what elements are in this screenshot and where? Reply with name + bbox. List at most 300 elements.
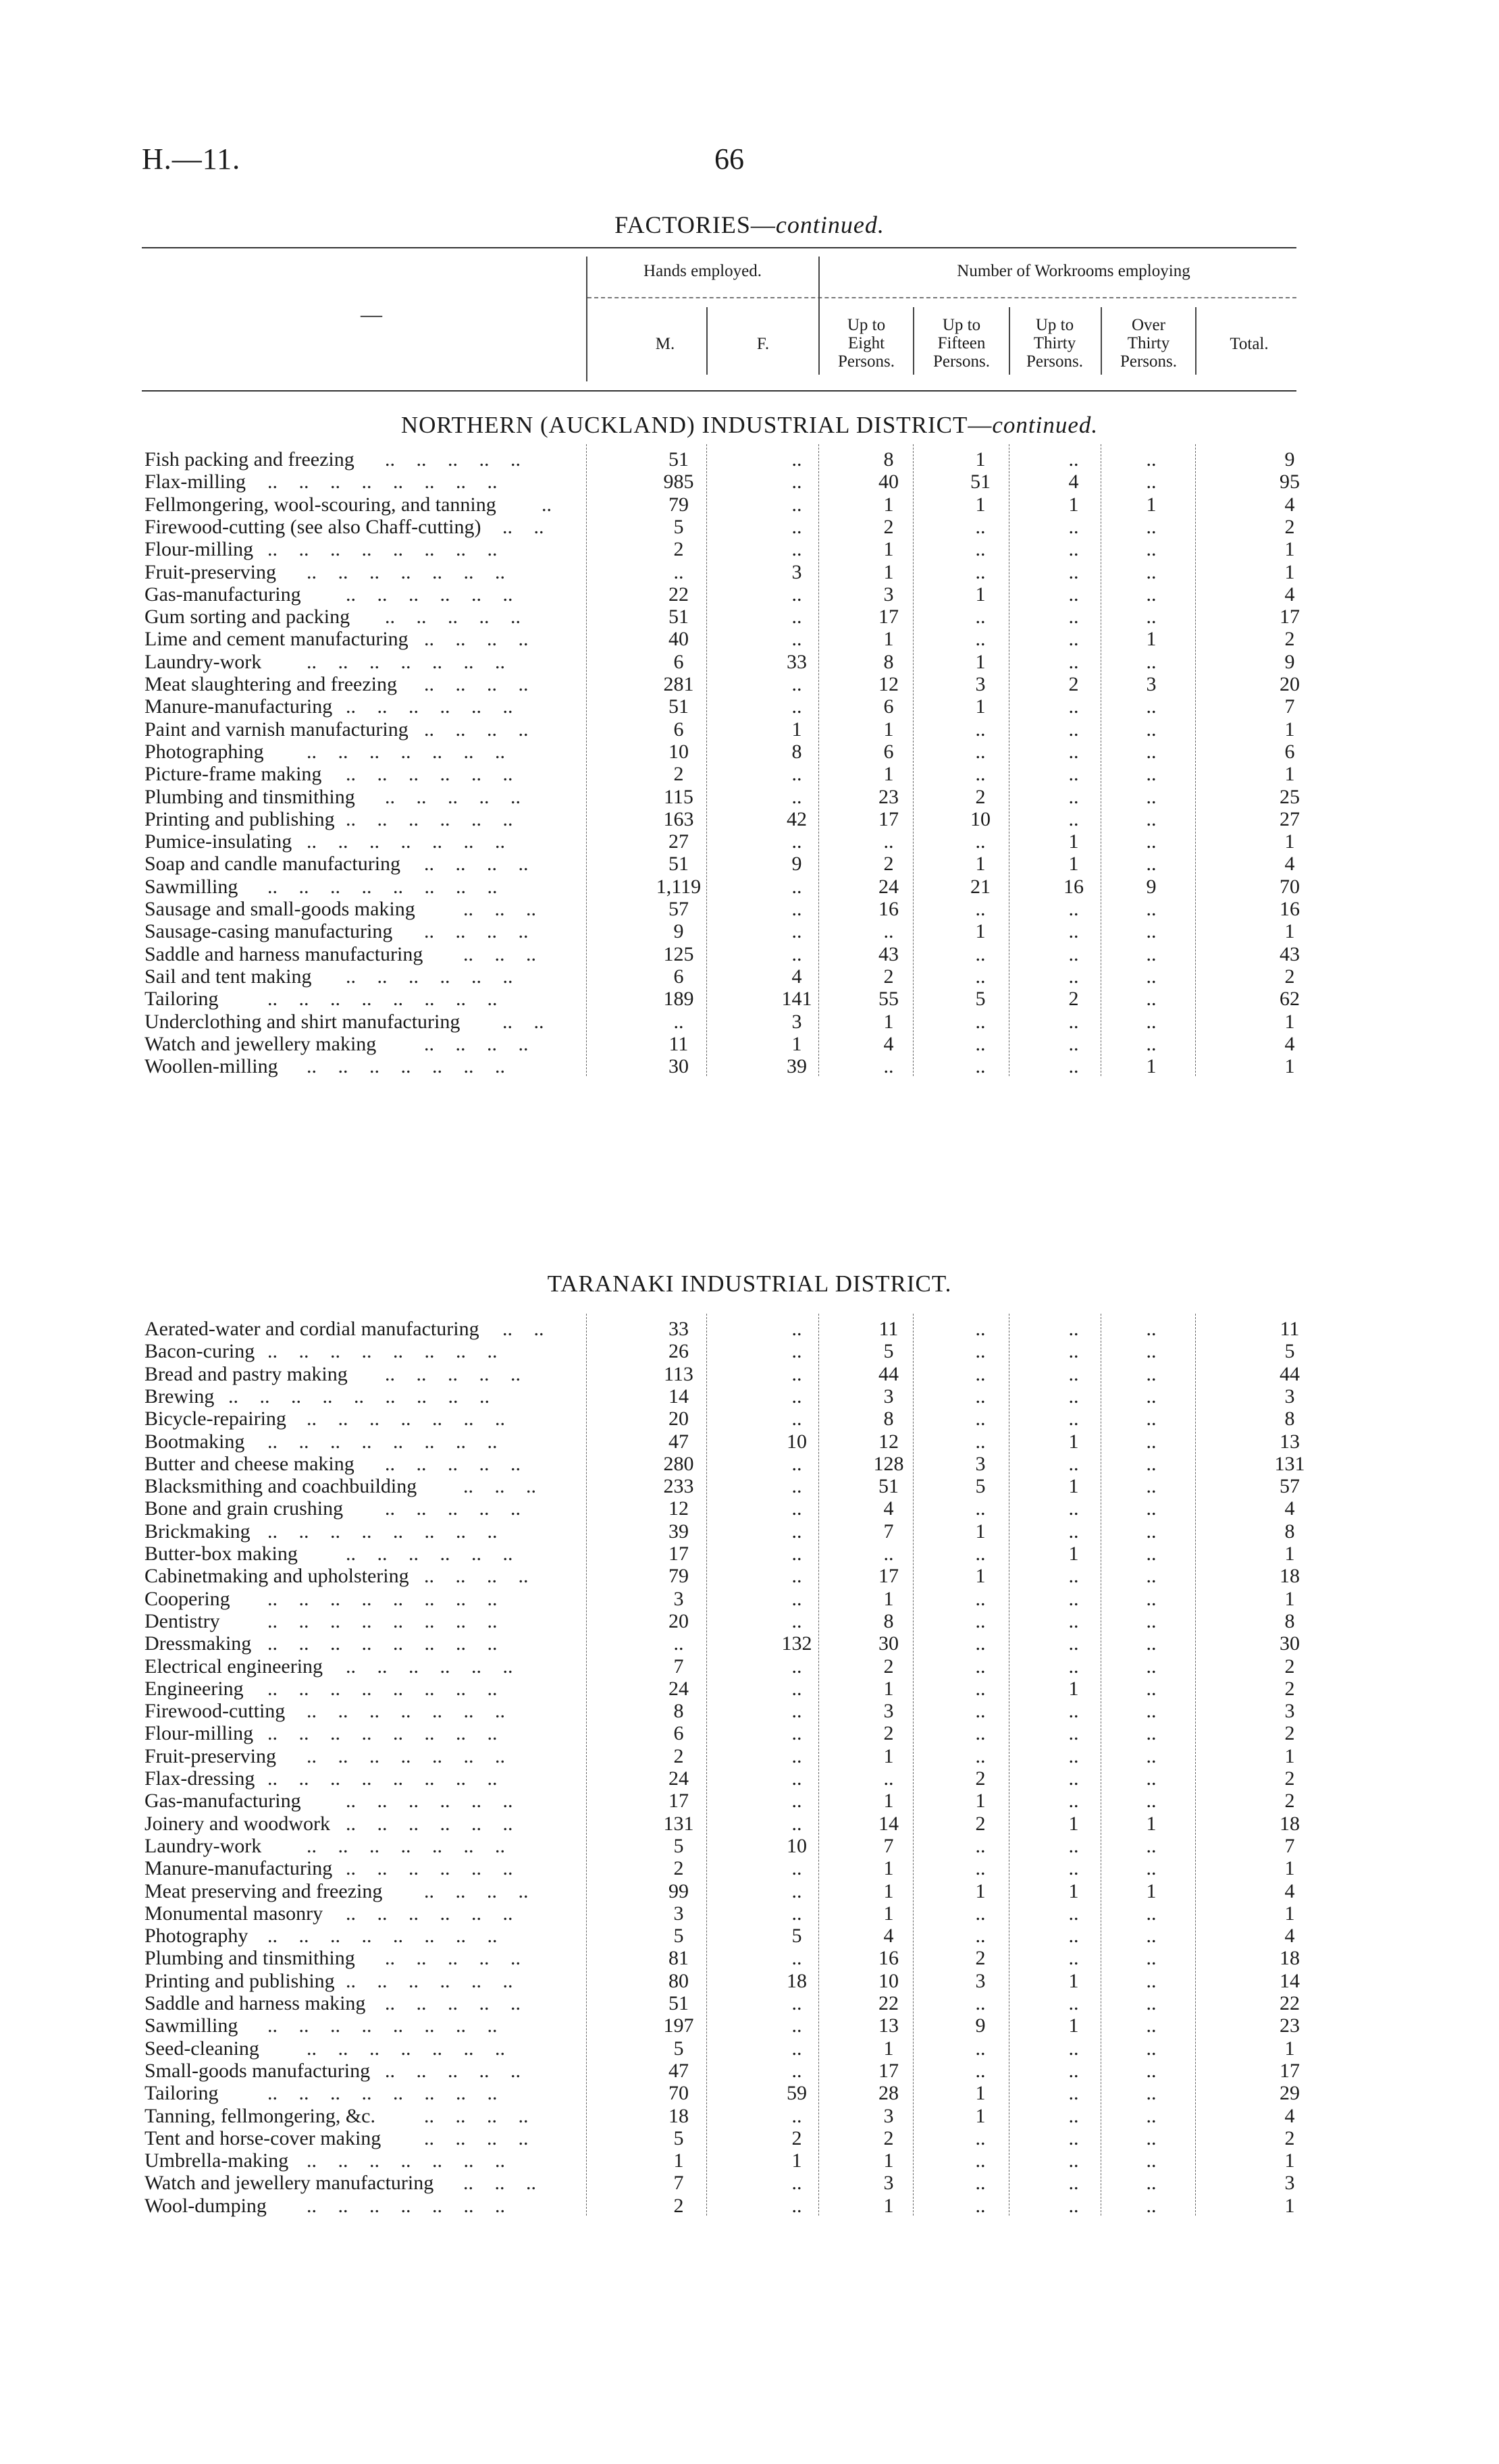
- cell-c8: 2: [883, 1655, 894, 1678]
- industry-name: Butter and cheese making: [144, 1452, 354, 1475]
- industry-name: Watch and jewellery manufacturing: [144, 2172, 434, 2195]
- cell-m: 7: [673, 1655, 684, 1678]
- header-divider: [1101, 307, 1102, 375]
- industry-name: Printing and publishing: [144, 807, 335, 830]
- industry-name: Laundry-work: [144, 1834, 262, 1857]
- industry-name: Sail and tent making: [144, 965, 312, 988]
- cell-c8: 12: [878, 673, 899, 695]
- cell-c15: ..: [975, 1632, 986, 1655]
- cell-f: ..: [791, 1452, 802, 1475]
- dot-leader: ..: [542, 493, 552, 516]
- industry-name: Picture-frame making: [144, 763, 322, 786]
- cell-over: ..: [1146, 763, 1157, 786]
- industry-name: Meat slaughtering and freezing: [144, 673, 398, 695]
- dot-leader: .. .. .. .. .. ..: [346, 1902, 513, 1925]
- table-row: [0, 493, 1499, 516]
- cell-c30: ..: [1068, 2126, 1079, 2149]
- cell-c8: 1: [883, 1790, 894, 1813]
- cell-c30: ..: [1068, 583, 1079, 606]
- header-divider: [706, 307, 708, 375]
- industry-name: Sawmilling: [144, 2014, 238, 2037]
- industry-name: Cabinetmaking and upholstering: [144, 1565, 409, 1588]
- cell-c8: 51: [878, 1475, 899, 1498]
- cell-f: ..: [791, 1812, 802, 1835]
- cell-total: 1: [1284, 718, 1295, 741]
- cell-c30: ..: [1068, 538, 1079, 561]
- industry-name: Meat preserving and freezing: [144, 1879, 383, 1902]
- industry-name: Printing and publishing: [144, 1969, 335, 1992]
- cell-over: ..: [1146, 2126, 1157, 2149]
- page-number: 66: [714, 142, 744, 176]
- cell-c8: 1: [883, 1902, 894, 1925]
- cell-m: 47: [668, 1430, 689, 1453]
- industry-name: Photography: [144, 1925, 248, 1948]
- cell-c15: ..: [975, 942, 986, 965]
- cell-c8: 8: [883, 1408, 894, 1430]
- cell-total: 2: [1284, 1655, 1295, 1678]
- cell-over: ..: [1146, 1032, 1157, 1055]
- dot-leader: .. .. .. .. .. .. ..: [307, 1408, 505, 1430]
- cell-total: 17: [1280, 606, 1300, 628]
- cell-f: ..: [791, 830, 802, 853]
- table-row: [0, 2037, 1499, 2060]
- cell-f: ..: [791, 1767, 802, 1790]
- cell-over: ..: [1146, 1543, 1157, 1565]
- dot-leader: .. .. .. .. .. .. .. ..: [267, 471, 498, 493]
- table-row: [0, 1813, 1499, 1835]
- cell-m: 51: [668, 853, 689, 876]
- cell-c30: 1: [1068, 493, 1079, 516]
- industry-name: Fruit-preserving: [144, 1744, 276, 1767]
- cell-total: 4: [1284, 853, 1295, 876]
- table-row: [0, 830, 1499, 853]
- industry-name: Butter-box making: [144, 1543, 298, 1565]
- cell-f: ..: [791, 2104, 802, 2127]
- header-line: Eight: [847, 334, 885, 352]
- cell-c8: 8: [883, 650, 894, 673]
- cell-m: 280: [663, 1452, 694, 1475]
- cell-total: 1: [1284, 763, 1295, 786]
- cell-over: ..: [1146, 853, 1157, 876]
- dot-leader: .. .. .. .. .. .. .. ..: [267, 1587, 498, 1610]
- cell-m: 113: [664, 1362, 693, 1385]
- cell-c30: ..: [1068, 2194, 1079, 2217]
- table-row: [0, 628, 1499, 650]
- cell-total: 1: [1284, 830, 1295, 853]
- cell-f: 5: [791, 1925, 802, 1948]
- industry-name: Sawmilling: [144, 875, 238, 898]
- dot-leader: .. .. .. ..: [424, 718, 529, 741]
- cell-over: ..: [1146, 2172, 1157, 2195]
- dot-leader: .. .. .. ..: [424, 920, 529, 943]
- cell-c30: ..: [1068, 1992, 1079, 2014]
- cell-c8: 55: [878, 988, 899, 1011]
- cell-total: 4: [1284, 493, 1295, 516]
- cell-m: 51: [668, 448, 689, 471]
- cell-total: 95: [1280, 471, 1300, 493]
- cell-over: ..: [1146, 1992, 1157, 2014]
- cell-m: 26: [668, 1340, 689, 1363]
- cell-total: 2: [1284, 2126, 1295, 2149]
- cell-c8: 1: [883, 1744, 894, 1767]
- cell-over: ..: [1146, 1767, 1157, 1790]
- cell-c8: ..: [883, 920, 894, 943]
- cell-total: 70: [1280, 875, 1300, 898]
- cell-c15: ..: [975, 1055, 986, 1078]
- cell-total: 9: [1284, 448, 1295, 471]
- cell-m: 6: [673, 965, 684, 988]
- up-to-eight-header: [821, 316, 912, 371]
- industry-name: Laundry-work: [144, 650, 262, 673]
- cell-over: ..: [1146, 1430, 1157, 1453]
- cell-c30: 1: [1068, 2014, 1079, 2037]
- section-title-main: TARANAKI INDUSTRIAL DISTRICT.: [547, 1270, 952, 1297]
- dot-leader: .. .. .. .. .. .. .. .. ..: [228, 1385, 490, 1408]
- cell-m: 5: [673, 515, 684, 538]
- cell-total: 3: [1284, 2172, 1295, 2195]
- cell-over: ..: [1146, 2059, 1157, 2082]
- dot-leader: .. .. .. .. .. .. .. ..: [267, 1677, 498, 1700]
- cell-c30: ..: [1068, 628, 1079, 651]
- up-to-fifteen-header: [916, 316, 1007, 371]
- cell-c30: ..: [1068, 1055, 1079, 1078]
- cell-total: 62: [1280, 988, 1300, 1011]
- cell-f: ..: [791, 1902, 802, 1925]
- cell-over: ..: [1146, 1497, 1157, 1520]
- cell-c8: 1: [883, 2149, 894, 2172]
- cell-c8: 17: [878, 606, 899, 628]
- cell-c30: ..: [1068, 785, 1079, 808]
- cell-c15: 5: [975, 988, 986, 1011]
- cell-c15: ..: [975, 830, 986, 853]
- cell-m: 163: [663, 807, 694, 830]
- cell-c30: ..: [1068, 1744, 1079, 1767]
- table-row: [0, 898, 1499, 920]
- cell-m: 79: [668, 493, 689, 516]
- table-row: [0, 988, 1499, 1010]
- dot-leader: .. .. .. .. ..: [385, 2059, 521, 2082]
- cell-over: ..: [1146, 1700, 1157, 1723]
- over-thirty-header: [1103, 316, 1194, 371]
- cell-f: ..: [791, 1857, 802, 1880]
- cell-m: 40: [668, 628, 689, 651]
- industry-name: Brewing: [144, 1385, 215, 1408]
- cell-total: 1: [1284, 538, 1295, 561]
- header-line: Fifteen: [937, 334, 986, 352]
- cell-m: 3: [673, 1902, 684, 1925]
- cell-total: 7: [1284, 695, 1295, 718]
- dot-leader: .. .. .. .. .. .. ..: [307, 830, 505, 853]
- cell-f: ..: [791, 1609, 802, 1632]
- cell-c30: ..: [1068, 920, 1079, 943]
- dot-leader: .. .. .. .. .. ..: [346, 763, 513, 786]
- cell-over: ..: [1146, 471, 1157, 493]
- cell-f: ..: [791, 2172, 802, 2195]
- cell-c15: 1: [975, 920, 986, 943]
- cell-m: 47: [668, 2059, 689, 2082]
- cell-c15: ..: [975, 1408, 986, 1430]
- cell-total: 2: [1284, 628, 1295, 651]
- cell-m: 51: [668, 606, 689, 628]
- dot-leader: .. .. .. .. .. .. ..: [307, 1834, 505, 1857]
- header-line: Thirty: [1033, 334, 1076, 352]
- dot-leader: .. .. .. .. .. .. .. ..: [267, 2014, 498, 2037]
- dot-leader: .. .. .. .. ..: [385, 785, 521, 808]
- dot-leader: .. .. .. .. .. .. ..: [307, 740, 505, 763]
- cell-c8: 43: [878, 942, 899, 965]
- cell-c15: 1: [975, 1879, 986, 1902]
- cell-total: 2: [1284, 1790, 1295, 1813]
- cell-f: 3: [791, 560, 802, 583]
- dot-leader: .. .. .. .. .. .. .. ..: [267, 538, 498, 561]
- dot-leader: .. .. .. ..: [424, 1879, 529, 1902]
- cell-c8: 12: [878, 1430, 899, 1453]
- cell-c15: ..: [975, 515, 986, 538]
- cell-f: ..: [791, 1992, 802, 2014]
- cell-m: 8: [673, 1700, 684, 1723]
- industry-name: Tanning, fellmongering, &c.: [144, 2104, 375, 2127]
- industry-name: Flax-milling: [144, 471, 246, 493]
- industry-name: Sausage and small-goods making: [144, 898, 415, 920]
- cell-total: 29: [1280, 2082, 1300, 2105]
- cell-m: 20: [668, 1408, 689, 1430]
- cell-total: 43: [1280, 942, 1300, 965]
- table-row: [0, 1790, 1499, 1812]
- industry-name: Flour-milling: [144, 1722, 254, 1745]
- dot-leader: .. .. .. ..: [424, 2126, 529, 2149]
- table-row: [0, 1947, 1499, 1969]
- cell-m: 6: [673, 1722, 684, 1745]
- cell-f: ..: [791, 1655, 802, 1678]
- dot-leader: .. .. .. ..: [424, 1565, 529, 1588]
- cell-total: 4: [1284, 1879, 1295, 1902]
- industry-name: Seed-cleaning: [144, 2037, 259, 2060]
- column-rule: [1195, 444, 1196, 1076]
- table-row: [0, 471, 1499, 493]
- header-line: Persons.: [837, 352, 895, 371]
- industry-name: Flour-milling: [144, 538, 254, 561]
- table-row: [0, 853, 1499, 875]
- table-row: [0, 2014, 1499, 2037]
- cell-f: ..: [791, 942, 802, 965]
- cell-over: ..: [1146, 1587, 1157, 1610]
- cell-total: 2: [1284, 1677, 1295, 1700]
- dot-leader: .. .. .. .. .. ..: [346, 1543, 513, 1565]
- cell-m: 2: [673, 1857, 684, 1880]
- cell-c15: 21: [970, 875, 991, 898]
- cell-total: 25: [1280, 785, 1300, 808]
- cell-c30: 1: [1068, 1812, 1079, 1835]
- industry-name: Engineering: [144, 1677, 244, 1700]
- cell-total: 4: [1284, 1497, 1295, 1520]
- table-row: [0, 651, 1499, 673]
- cell-m: 22: [668, 583, 689, 606]
- page-title-italic: continued.: [775, 211, 885, 238]
- page-title-main: FACTORIES—: [614, 211, 776, 238]
- cell-c8: 1: [883, 560, 894, 583]
- cell-over: 3: [1146, 673, 1157, 695]
- header-line: Persons.: [1026, 352, 1084, 371]
- cell-f: 1: [791, 718, 802, 741]
- cell-f: 1: [791, 2149, 802, 2172]
- cell-c15: 5: [975, 1475, 986, 1498]
- dot-leader: .. ..: [502, 1318, 544, 1340]
- column-rule: [913, 444, 914, 1076]
- cell-m: 197: [663, 2014, 694, 2037]
- industry-name: Pumice-insulating: [144, 830, 292, 853]
- cell-c15: ..: [975, 1857, 986, 1880]
- cell-over: ..: [1146, 583, 1157, 606]
- cell-c30: ..: [1068, 1565, 1079, 1588]
- industry-name: Manure-manufacturing: [144, 1857, 333, 1880]
- industry-name: Coopering: [144, 1587, 230, 1610]
- cell-c8: 1: [883, 493, 894, 516]
- document-reference: H.—11.: [142, 142, 241, 176]
- cell-c30: ..: [1068, 1947, 1079, 1970]
- cell-total: 4: [1284, 1925, 1295, 1948]
- table-row: [0, 1745, 1499, 1767]
- cell-f: ..: [791, 1543, 802, 1565]
- cell-m: 2: [673, 763, 684, 786]
- table-row: [0, 561, 1499, 583]
- cell-c30: 1: [1068, 1475, 1079, 1498]
- cell-f: ..: [791, 1497, 802, 1520]
- cell-c15: 2: [975, 785, 986, 808]
- cell-c8: ..: [883, 1055, 894, 1078]
- industry-name: Bacon-curing: [144, 1340, 255, 1363]
- cell-over: 1: [1146, 1055, 1157, 1078]
- cell-over: ..: [1146, 1925, 1157, 1948]
- header-divider: [913, 307, 914, 375]
- cell-c30: ..: [1068, 942, 1079, 965]
- cell-over: ..: [1146, 920, 1157, 943]
- cell-total: 1: [1284, 2037, 1295, 2060]
- cell-c8: 3: [883, 1385, 894, 1408]
- cell-total: 1: [1284, 1055, 1295, 1078]
- cell-c8: 3: [883, 1700, 894, 1723]
- cell-total: 18: [1280, 1947, 1300, 1970]
- cell-total: 22: [1280, 1992, 1300, 2014]
- table-row: [0, 1925, 1499, 1947]
- cell-c30: ..: [1068, 1655, 1079, 1678]
- cell-m: 10: [668, 740, 689, 763]
- cell-c30: ..: [1068, 1722, 1079, 1745]
- cell-c30: ..: [1068, 1520, 1079, 1543]
- cell-f: ..: [791, 1744, 802, 1767]
- cell-over: 1: [1146, 493, 1157, 516]
- cell-f: 3: [791, 1010, 802, 1033]
- cell-m: 17: [668, 1790, 689, 1813]
- cell-c15: 2: [975, 1767, 986, 1790]
- cell-c30: ..: [1068, 1925, 1079, 1948]
- cell-over: ..: [1146, 1969, 1157, 1992]
- cell-f: ..: [791, 920, 802, 943]
- cell-c30: ..: [1068, 1902, 1079, 1925]
- cell-c8: 2: [883, 2126, 894, 2149]
- cell-c15: ..: [975, 2126, 986, 2149]
- cell-c30: ..: [1068, 1632, 1079, 1655]
- cell-c30: ..: [1068, 965, 1079, 988]
- cell-over: ..: [1146, 1655, 1157, 1678]
- cell-f: ..: [791, 583, 802, 606]
- table-row: [0, 583, 1499, 606]
- cell-over: 9: [1146, 875, 1157, 898]
- cell-total: 1: [1284, 1543, 1295, 1565]
- cell-f: ..: [791, 763, 802, 786]
- cell-f: 42: [787, 807, 807, 830]
- dot-leader: .. .. .. ..: [424, 853, 529, 876]
- dot-leader: .. .. .. .. .. .. ..: [307, 2149, 505, 2172]
- cell-c30: 1: [1068, 853, 1079, 876]
- cell-c15: ..: [975, 2149, 986, 2172]
- cell-c8: 2: [883, 515, 894, 538]
- cell-c15: 1: [975, 448, 986, 471]
- cell-m: 1,119: [656, 875, 702, 898]
- dot-leader: .. .. .. .. .. .. .. ..: [267, 2082, 498, 2105]
- column-rule: [913, 1314, 914, 2216]
- cell-over: ..: [1146, 515, 1157, 538]
- page-title: [0, 211, 1499, 239]
- header-line: Thirty: [1127, 334, 1170, 352]
- cell-c15: 1: [975, 1520, 986, 1543]
- cell-over: 1: [1146, 1812, 1157, 1835]
- cell-total: 11: [1280, 1318, 1300, 1340]
- industry-name: Brickmaking: [144, 1520, 251, 1543]
- cell-over: ..: [1146, 718, 1157, 741]
- dot-leader: .. .. .. ..: [424, 628, 529, 651]
- cell-c30: ..: [1068, 1362, 1079, 1385]
- cell-f: 132: [781, 1632, 812, 1655]
- cell-f: ..: [791, 471, 802, 493]
- industry-name: Fellmongering, wool-scouring, and tanning: [144, 493, 496, 516]
- cell-c30: ..: [1068, 1340, 1079, 1363]
- cell-c8: 17: [878, 2059, 899, 2082]
- cell-f: 33: [787, 650, 807, 673]
- cell-over: ..: [1146, 2014, 1157, 2037]
- dot-leader: .. .. .. .. ..: [385, 448, 521, 471]
- industry-name: Joinery and woodwork: [144, 1812, 330, 1835]
- cell-c8: 1: [883, 2194, 894, 2217]
- cell-total: 27: [1280, 807, 1300, 830]
- cell-m: 3: [673, 1587, 684, 1610]
- cell-m: 39: [668, 1520, 689, 1543]
- cell-total: 4: [1284, 1032, 1295, 1055]
- cell-c8: 4: [883, 1032, 894, 1055]
- dot-leader: .. .. .. .. ..: [385, 1497, 521, 1520]
- dot-leader: .. .. .. .. .. .. .. ..: [267, 1722, 498, 1745]
- table-row: [0, 718, 1499, 741]
- column-rule: [586, 1314, 587, 2216]
- cell-c30: ..: [1068, 1609, 1079, 1632]
- cell-c8: 10: [878, 1969, 899, 1992]
- cell-f: ..: [791, 515, 802, 538]
- male-header: M.: [655, 335, 675, 353]
- cell-c8: 28: [878, 2082, 899, 2105]
- total-header: Total.: [1230, 335, 1269, 353]
- cell-c30: ..: [1068, 1010, 1079, 1033]
- dot-leader: .. .. .. .. .. .. .. ..: [267, 1767, 498, 1790]
- table-row: [0, 1318, 1499, 1340]
- cell-over: ..: [1146, 560, 1157, 583]
- dot-leader: .. .. .. .. ..: [385, 1992, 521, 2014]
- cell-over: ..: [1146, 1947, 1157, 1970]
- dot-leader: .. .. .. .. .. .. ..: [307, 560, 505, 583]
- industry-name: Plumbing and tinsmithing: [144, 785, 355, 808]
- cell-over: ..: [1146, 2149, 1157, 2172]
- cell-total: 9: [1284, 650, 1295, 673]
- cell-total: 8: [1284, 1609, 1295, 1632]
- table-row: [0, 1835, 1499, 1857]
